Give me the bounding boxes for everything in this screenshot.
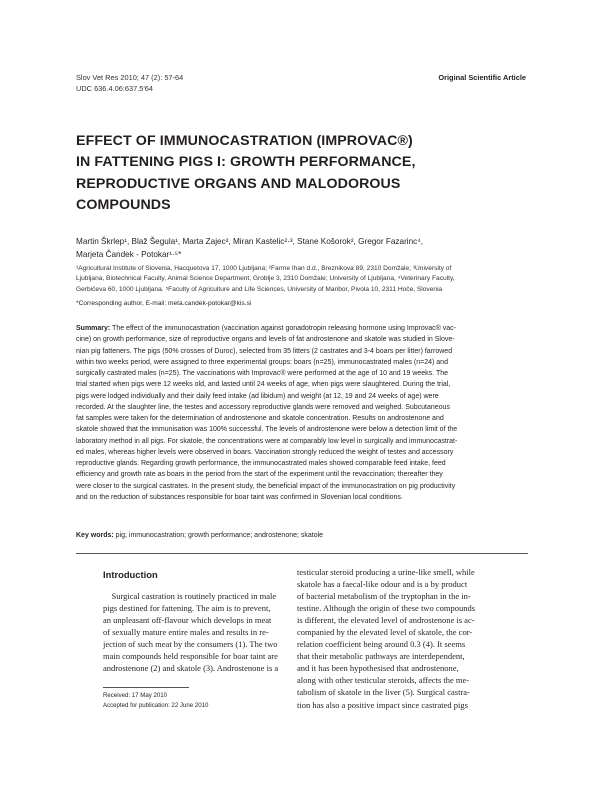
- body-line: companied by the elevated level of skatole, the cor-: [297, 627, 473, 638]
- body-line: androstenone (2) and skatole (3). Androstenone is a: [103, 663, 279, 674]
- summary-first-line: [76, 323, 528, 334]
- body-line: skatole has a faecal-like odour and is a by product: [297, 579, 468, 590]
- summary-line: recorded. At the slaughter line, the testes and accessory reproductive glands were removed and weighed. Subcutaneous: [76, 403, 450, 411]
- summary-line: fat samples were taken for the determination of androstenone and skatole concentration. Results on androstenone and: [76, 415, 444, 422]
- udc-line: UDC 636.4.06:637.5'64: [76, 84, 154, 93]
- article-type: Original Scientific Article: [438, 73, 526, 82]
- body-line: main compounds held responsible for boar taint are: [103, 651, 278, 662]
- summary-line: trial started when pigs were 12 weeks old, and lasted until 24 weeks of age, when pigs were slaughtered. During the trial,: [76, 381, 451, 389]
- author-line: Martin Škrlep¹, Blaž Šegula¹, Marta Zajec², Miran Kastelic²·³, Stane Košorok², Gregor Fazarinc⁴,: [76, 237, 424, 246]
- article-title: [76, 131, 536, 216]
- title-line: EFFECT OF IMMUNOCASTRATION (IMPROVAC®): [76, 133, 413, 149]
- summary-line: ed males, whereas higher levels were observed in boars. Vaccination strongly reduced the weight of testes and accessory: [76, 448, 454, 456]
- keywords-text: pig; immunocastration; growth performance; androstenone; skatole: [113, 532, 324, 539]
- title-line: IN FATTENING PIGS I: GROWTH PERFORMANCE,: [76, 154, 416, 171]
- summary-line: efficiency and growth rate as boars in the period from the start of the experiment until the revaccination; thereafter they: [76, 471, 443, 479]
- introduction-heading: Introduction: [103, 569, 158, 580]
- corresponding-author: *Corresponding author, E-mail: meta.candek-potokar@kis.si: [76, 300, 252, 307]
- intro-right-column: [297, 566, 529, 711]
- summary-line: and on the reduction of substances responsible for boar taint was confirmed in Slovenian local conditions.: [76, 493, 403, 501]
- footnote-divider: [103, 687, 189, 688]
- body-line: of bacterial metabolism of the tryptophan in the in-: [297, 591, 471, 602]
- body-line: that their metabolic pathways are interdependent,: [297, 651, 465, 662]
- body-line: and it has been hypothesised that androstenone,: [297, 663, 459, 674]
- affiliation-line: Gerbičeva 60, 1000 Ljubljana. ⁵Faculty of Agriculture and Life Sciences, University of Maribor, Pivola 10, 2311 Hoče, Slovenia: [76, 285, 443, 293]
- body-line: jection of such meat by the consumers (1). The two: [103, 639, 278, 650]
- summary-line: within two weeks period, were assigned to three experimental groups: boars (n=25), immunocastrated males (n=24) and: [76, 358, 448, 366]
- journal-citation: [76, 72, 183, 94]
- body-line: Surgical castration is routinely practiced in male: [103, 591, 277, 601]
- author-line: Marjeta Čandek - Potokar¹·⁵*: [76, 249, 182, 259]
- received-date: Received: 17 May 2010: [103, 692, 168, 699]
- title-line: REPRODUCTIVE ORGANS AND MALODOROUS: [76, 175, 401, 192]
- summary-line: were closer to the surgical castrates. In the present study, the beneficial impact of the immunocastration on pig productivity: [76, 482, 456, 490]
- body-line: tabolism of skatole in the liver (5). Surgical castra-: [297, 687, 470, 698]
- author-list: [76, 236, 526, 261]
- summary-line: laboratory method in all pigs. For skatole, the concentrations were at comparably low level in surgically and immunocastrat-: [76, 437, 458, 445]
- summary-line: pigs were lodged individually and their daily feed intake (ad libidum) and weight (at 12, 19 and 24 weeks of age) were: [76, 392, 439, 400]
- affiliation-line: Ljubljana, Biotechnical Faculty, Animal Science Department, Groblje 3, 2310 Domžale; University of Ljubljana, ⁴Veterinary Faculty,: [76, 275, 455, 283]
- section-divider: [76, 553, 528, 554]
- affiliations: [76, 264, 528, 295]
- summary-line: cine) on growth performance, size of reproductive organs and levels of fat androstenone and skatole was studied in Slove-: [76, 336, 455, 344]
- body-line: testicular steroid producing a urine-like smell, while: [297, 567, 475, 577]
- summary-label: Summary:: [76, 325, 111, 332]
- journal-line: Slov Vet Res 2010; 47 (2): 57-64: [76, 73, 184, 82]
- accepted-date: Accepted for publication: 22 June 2010: [103, 701, 209, 709]
- body-line: relation coefficient being around 0.3 (4). It seems: [297, 639, 466, 650]
- title-line: COMPOUNDS: [76, 196, 171, 213]
- summary-line: nian pig fatteners. The pigs (50% crosses of Duroc), selected from 35 litters (2 castrates and 3-4 boars per litter) farrowed: [76, 347, 453, 355]
- received-dates: [103, 691, 208, 710]
- affiliation-line: ¹Agricultural Institute of Slovenia, Hacquetova 17, 1000 Ljubljana; ²Farme Ihan d.d., Breznikova 89, 2310 Domžale; ³University of: [76, 265, 452, 272]
- body-line: pigs destined for fattening. The aim is to prevent,: [103, 603, 271, 614]
- summary: [76, 323, 528, 503]
- body-line: an unpleasant off-flavour which develops in meat: [103, 615, 272, 626]
- body-line: along with other testicular steroids, affects the me-: [297, 675, 470, 686]
- body-line: testine. Although the origin of these two compounds: [297, 603, 476, 614]
- keywords-label: Key words:: [76, 532, 114, 539]
- summary-line: reproductive glands. Regarding growth performance, the immunocastrated males showed comparable feed intake, feed: [76, 460, 446, 467]
- body-line: tion has also a positive impact since castrated pigs: [297, 699, 468, 710]
- intro-left-column: [103, 590, 289, 674]
- keywords: [76, 530, 323, 541]
- summary-line: surgically castrated males (n=25). The vaccinations with Improvac® were performed at the age of 10 and 19 weeks. The: [76, 370, 449, 377]
- summary-first-text: The effect of the immunocastration (vaccination against gonadotropin releasing hormone using Improvac® vac-: [110, 325, 456, 332]
- summary-line: skatole showed that the immunisation was 100% successful. The levels of androstenone were below a detection limit of the: [76, 426, 458, 434]
- body-line: is different, the elevated level of androstenone is ac-: [297, 615, 475, 626]
- body-line: of sexually mature entire males and results in re-: [103, 627, 269, 638]
